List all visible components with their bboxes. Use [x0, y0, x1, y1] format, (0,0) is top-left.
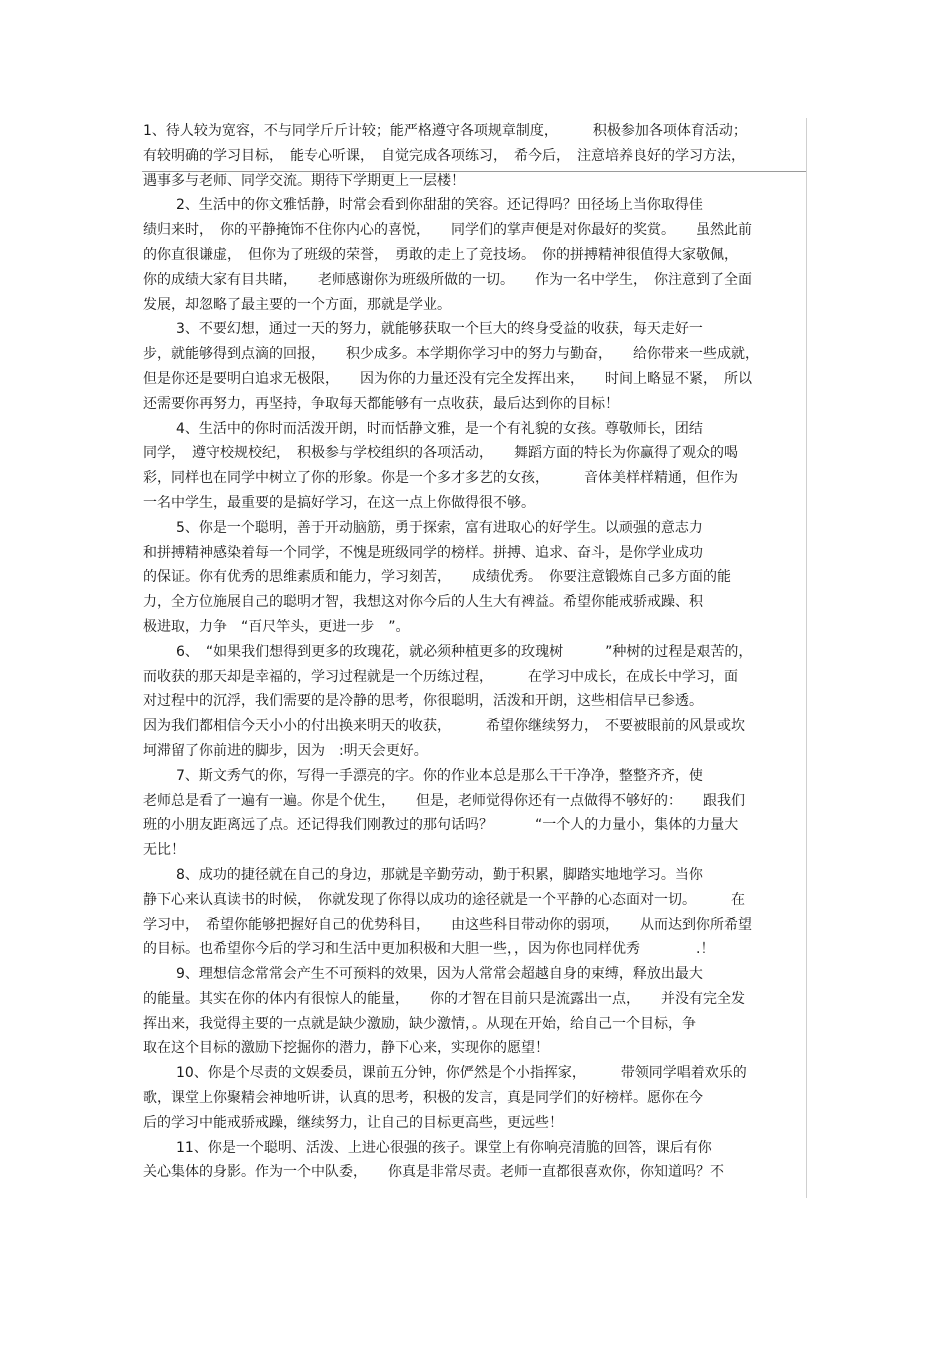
- text-line: 1、待人较为宽容，不与同学斤斤计较；能严格遵守各项规章制度， 积极参加各项体育活动；: [143, 123, 747, 139]
- paragraph-6: [143, 640, 807, 764]
- text-line: 5、你是一个聪明，善于开动脑筋，勇于探索，富有进取心的好学生。以顽强的意志力: [176, 519, 703, 536]
- text-line: 有较明确的学习目标， 能专心听课， 自觉完成各项练习， 希今后， 注意培养良好的学习方法，: [143, 147, 745, 164]
- text-line: 遇事多与老师、同学交流。期待下学期更上一层楼！: [143, 172, 465, 189]
- text-line: 静下心来认真读书的时候， 你就发现了你得以成功的途径就是一个平静的心态面对一切。 在: [143, 891, 745, 908]
- paragraph-7: [143, 764, 807, 863]
- text-line: 发展，却忽略了最主要的一个方面，那就是学业。: [143, 296, 451, 313]
- text-line: 同学， 遵守校规校纪， 积极参与学校组织的各项活动， 舞蹈方面的特长为你赢得了观众的喝: [143, 445, 738, 462]
- text-line: 而收获的那天却是幸福的，学习过程就是一个历练过程， 在学习中成长，在成长中学习，面: [143, 668, 738, 685]
- paragraph-10: [143, 1061, 807, 1135]
- paragraph-4: [143, 417, 807, 516]
- text-line: 11、你是一个聪明、活泼、上进心很强的孩子。课堂上有你响亮清脆的回答，课后有你: [176, 1139, 712, 1156]
- text-line: 但是你还是要明白追求无极限， 因为你的力量还没有完全发挥出来， 时间上略显不紧， 所以: [143, 370, 752, 387]
- text-line: 还需要你再努力，再坚持，争取每天都能够有一点收获，最后达到你的目标！: [143, 395, 619, 412]
- paragraph-3: [143, 317, 807, 416]
- text-line: 班的小朋友距离远了点。还记得我们刚教过的那句话吗？ “一个人的力量小，集体的力量大: [143, 817, 739, 834]
- paragraph-11: [143, 1136, 807, 1186]
- paragraph-9: [143, 962, 807, 1061]
- paragraph-5: [143, 516, 807, 640]
- text-line: 取在这个目标的激励下挖掘你的潜力，静下心来，实现你的愿望！: [143, 1040, 549, 1057]
- text-line: 4、生活中的你时而活泼开朗，时而恬静文雅，是一个有礼貌的女孩。尊敬师长，团结: [176, 420, 703, 437]
- document-body: [143, 119, 807, 1185]
- text-line: 2、生活中的你文雅恬静，时常会看到你甜甜的笑容。还记得吗？田径场上当你取得佳: [176, 197, 703, 214]
- text-line: 10、你是个尽责的文娱委员，课前五分钟，你俨然是个小指挥家， 带领同学唱着欢乐的: [176, 1065, 747, 1082]
- text-line: 6、 “如果我们想得到更多的玫瑰花，就必须种植更多的玫瑰树 ”种树的过程是艰苦的，: [176, 643, 753, 660]
- text-line: 3、不要幻想，通过一天的努力，就能够获取一个巨大的终身受益的收获，每天走好一: [176, 321, 703, 338]
- text-line: 和拼搏精神感染着每一个同学，不愧是班级同学的榜样。拼搏、追求、奋斗，是你学业成功: [143, 544, 703, 561]
- text-line: 因为我们都相信今天小小的付出换来明天的收获， 希望你继续努力， 不要被眼前的风景或坎: [143, 718, 745, 735]
- text-line: 8、成功的捷径就在自己的身边，那就是辛勤劳动，勤于积累，脚踏实地地学习。当你: [176, 866, 703, 883]
- text-line: 7、斯文秀气的你，写得一手漂亮的字。你的作业本总是那么干干净净，整整齐齐，使: [176, 767, 703, 784]
- paragraph-2: [143, 193, 807, 317]
- text-line: 步，就能够得到点滴的回报， 积少成多。本学期你学习中的努力与勤奋， 给你带来一些成就，: [143, 346, 759, 363]
- text-line: 对过程中的沉浮，我们需要的是冷静的思考，你很聪明，活泼和开朗，这些相信早已参透。: [143, 693, 703, 710]
- text-line: 的你直很谦虚， 但你为了班级的荣誉， 勇敢的走上了竞技场。 你的拼搏精神很值得大家敬佩，: [143, 246, 738, 263]
- paragraph-1: [143, 119, 807, 193]
- text-line: 绩归来时， 你的平静掩饰不住你内心的喜悦， 同学们的掌声便是对你最好的奖赏。 虽然此前: [143, 222, 752, 239]
- text-line: 的保证。你有优秀的思维素质和能力，学习刻苦， 成绩优秀。 你要注意锻炼自己多方面的能: [143, 569, 731, 586]
- text-line: 你的成绩大家有目共睹， 老师感谢你为班级所做的一切。 作为一名中学生， 你注意到了全面: [143, 271, 752, 288]
- text-line: 9、理想信念常常会产生不可预料的效果，因为人常常会超越自身的束缚，释放出最大: [176, 966, 703, 983]
- text-line: 关心集体的身影。作为一个中队委， 你真是非常尽责。老师一直都很喜欢你，你知道吗？不: [143, 1164, 724, 1181]
- text-line: 极进取，力争 “百尺竿头，更进一步 ”。: [143, 618, 410, 635]
- text-line: 挥出来，我觉得主要的一点就是缺少激励，缺少激情，。从现在开始，给自己一个目标，争: [143, 1015, 696, 1032]
- text-line: 老师总是看了一遍有一遍。你是个优生， 但是，老师觉得你还有一点做得不够好的： 跟我们: [143, 792, 745, 809]
- text-line: 无比！: [143, 842, 185, 859]
- paragraph-8: [143, 863, 807, 962]
- text-line: 彩，同样也在同学中树立了你的形象。你是一个多才多艺的女孩， 音体美样样精通，但作为: [143, 470, 738, 487]
- text-line: 的能量。其实在你的体内有很惊人的能量， 你的才智在目前只是流露出一点， 并没有完全发: [143, 990, 745, 1007]
- text-line: 力，全方位施展自己的聪明才智，我想这对你今后的人生大有裨益。希望你能戒骄戒躁、积: [143, 594, 703, 611]
- text-line: 的目标。也希望你今后的学习和生活中更加积极和大胆一些，，因为你也同样优秀 .！: [143, 941, 715, 958]
- text-line: 坷滞留了你前进的脚步，因为 :明天会更好。: [143, 742, 428, 759]
- text-line: 歌，课堂上你聚精会神地听讲，认真的思考，积极的发言，真是同学们的好榜样。愿你在今: [143, 1090, 703, 1107]
- text-line: 后的学习中能戒骄戒躁，继续努力，让自己的目标更高些，更远些！: [143, 1114, 563, 1131]
- text-line: 一名中学生，最重要的是搞好学习，在这一点上你做得很不够。: [143, 494, 535, 511]
- text-line: 学习中， 希望你能够把握好自己的优势科目， 由这些科目带动你的弱项， 从而达到你所希望: [143, 916, 752, 933]
